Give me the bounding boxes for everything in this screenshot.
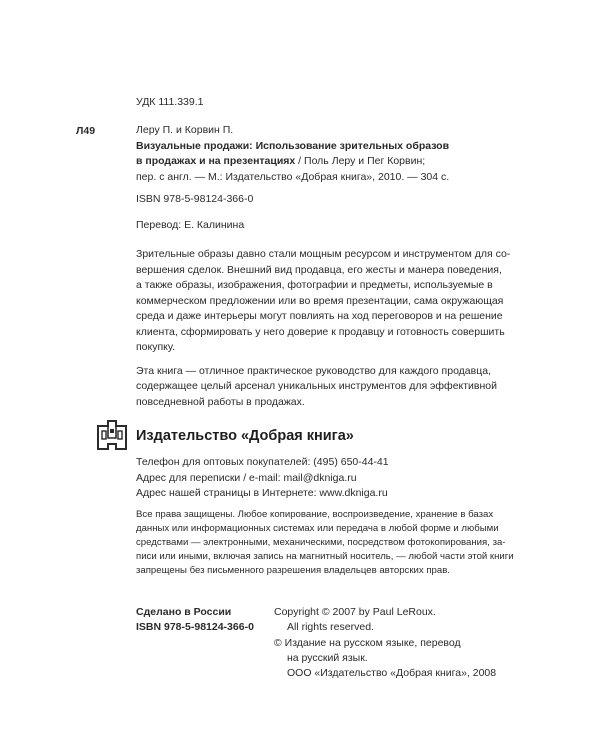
- publisher-copyright: ООО «Издательство «Добрая книга», 2008: [287, 667, 497, 680]
- rights-reserved: All rights reserved.: [287, 621, 374, 634]
- annotation-paragraph-2: Эта книга — отличное практическое руководство для каждого продавца, содержащее целый арсенал уникальных инструментов для эффективной повседневной работы в продажах.: [136, 364, 498, 408]
- publisher-name: Издательство «Добрая книга»: [136, 428, 354, 444]
- copyright-line: Copyright © 2007 by Paul LeRoux.: [274, 606, 436, 618]
- footer-isbn: ISBN 978-5-98124-366-0: [136, 621, 254, 633]
- annotation-paragraph-1: Зрительные образы давно стали мощным ресурсом и инструментом для со- вершения сделок. Внешний вид продавца, его жесты и манера поведения, а также образы, изображения, фотографии и предметы, используемые в коммерческом предложении или во время презентации, сама окружающая среда и даже интерьеры могут повлиять на ход переговоров и на решение клиента, сформировать у него доверие к продавцу и готовность совершить покупку.: [136, 248, 511, 353]
- imprint: пер. с англ. — М.: Издательство «Добрая книга», 2010. — 304 с.: [136, 170, 450, 183]
- made-in-block: [136, 605, 254, 635]
- book-title-line1: Визуальные продажи: Использование зрительных образов: [136, 139, 450, 152]
- publisher-website: Адрес нашей страницы в Интернете: www.dkniga.ru: [136, 487, 388, 499]
- isbn: ISBN 978-5-98124-366-0: [136, 193, 254, 205]
- authors-full: / Поль Леру и Пег Корвин;: [295, 155, 426, 167]
- annotation: [136, 247, 536, 410]
- made-in: Сделано в России: [136, 606, 232, 618]
- book-title-line2: в продажах и на презентациях: [136, 155, 296, 167]
- publisher-phone: Телефон для оптовых покупателей: (495) 650-44-41: [136, 456, 389, 468]
- translator: Перевод: Е. Калинина: [136, 219, 245, 231]
- publisher-logo-icon: [95, 418, 129, 452]
- authors: Леру П. и Корвин П.: [136, 124, 234, 136]
- bbk-code: Л49: [76, 125, 96, 137]
- publisher-contacts: [136, 455, 536, 502]
- russian-edition-line: © Издание на русском языке, перевод: [274, 636, 461, 649]
- publisher-email: Адрес для переписки / e-mail: mail@dkniga.ru: [136, 471, 357, 484]
- rights-notice: Все права защищены. Любое копирование, воспроизведение, хранение в базах данных или информационных системах или передача в любой форме и любыми средствами — электронными, механическими, посредством фотокопирования, за- писи или иными, включая запись на магнитный носитель, — любой части этой книги запрещены без письменного разрешения владельцев авторских прав.: [136, 509, 514, 576]
- russian-translation-line: на русский язык.: [287, 651, 368, 664]
- udk-code: УДК 111.339.1: [136, 96, 204, 108]
- copyright-block: [274, 605, 496, 681]
- bibliographic-record: [136, 123, 556, 185]
